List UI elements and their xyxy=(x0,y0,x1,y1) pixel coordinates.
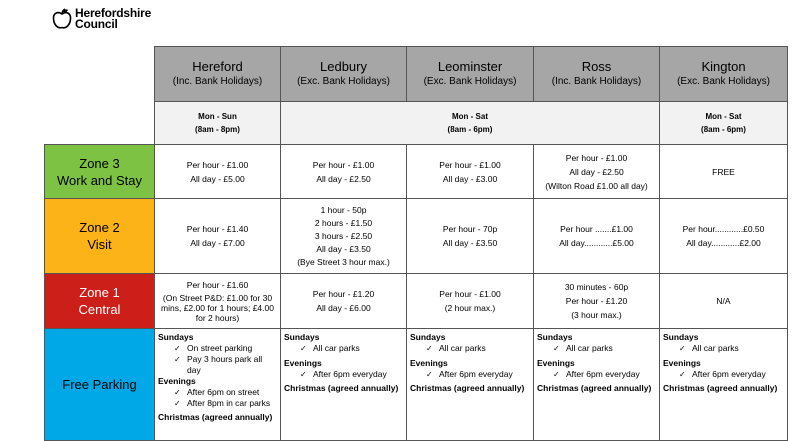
zone1-hereford xyxy=(155,274,281,329)
list-item: ✓ After 6pm on street xyxy=(174,387,278,398)
tariff-line: (Bye Street 3 hour max.) xyxy=(297,256,390,267)
zone3-kington xyxy=(660,145,788,199)
hours-text: (8am - 6pm) xyxy=(447,125,493,134)
sundays-list xyxy=(158,343,278,376)
tariff-line: 1 hour - 50p xyxy=(320,204,367,215)
zone1-row xyxy=(45,274,788,329)
days-text: Mon - Sun xyxy=(198,112,237,121)
tariff-line: 30 minutes - 60p xyxy=(564,282,629,292)
tariff-line: Per hour - £1.00 xyxy=(439,159,501,170)
tariff-line: All day............£5.00 xyxy=(559,238,634,248)
zone2-row xyxy=(45,199,788,274)
col-header-leominster xyxy=(407,47,534,102)
zone2-leominster xyxy=(407,199,534,274)
zone2-ross xyxy=(534,199,660,274)
parking-tariff-table xyxy=(44,46,788,441)
tariff-line: Per hour - £1.60 xyxy=(186,279,249,290)
sundays-list xyxy=(663,343,785,354)
sundays-heading: Sundays xyxy=(410,332,446,342)
town-name: Leominster xyxy=(437,59,503,74)
list-item: ✓ After 6pm everyday xyxy=(553,369,657,380)
tariff-line: 2 hours - £1.50 xyxy=(314,217,373,228)
free-parking-label xyxy=(45,329,155,441)
zone3-ledbury xyxy=(281,145,407,199)
tariff-line: All day - £3.00 xyxy=(442,173,498,184)
town-name: Hereford xyxy=(192,59,243,74)
tariff-line: All day - £2.50 xyxy=(569,166,624,177)
evenings-list xyxy=(537,369,657,380)
free-leominster xyxy=(407,329,534,441)
town-name: Ross xyxy=(581,59,612,74)
evenings-heading: Evenings xyxy=(663,358,701,368)
sundays-list xyxy=(537,343,657,354)
tariff-line: FREE xyxy=(712,166,735,177)
free-ledbury xyxy=(281,329,407,441)
sundays-heading: Sundays xyxy=(537,332,573,342)
free-ross xyxy=(534,329,660,441)
tariff-line: All day - £2.50 xyxy=(316,173,371,184)
days-text: Mon - Sat xyxy=(452,112,488,121)
days-hereford xyxy=(155,102,281,145)
evenings-list xyxy=(284,369,404,380)
christmas-note: Christmas (agreed annually) xyxy=(537,383,652,393)
list-item: ✓ After 8pm in car parks xyxy=(174,398,278,409)
list-item: ✓ After 6pm everyday xyxy=(426,369,531,380)
evenings-heading: Evenings xyxy=(410,358,448,368)
zone-subtitle: Work and Stay xyxy=(56,172,143,188)
col-header-ross xyxy=(534,47,660,102)
corner-cell xyxy=(45,102,155,145)
holiday-note: (Inc. Bank Holidays) xyxy=(551,76,642,87)
sundays-heading: Sundays xyxy=(158,332,194,342)
tariff-line: Per hour - £1.20 xyxy=(565,296,628,306)
sundays-heading: Sundays xyxy=(284,332,320,342)
tariff-line: (2 hour max.) xyxy=(444,303,496,313)
list-item: ✓ After 6pm everyday xyxy=(679,369,785,380)
free-parking-title: Free Parking xyxy=(62,377,137,392)
apple-logo-icon xyxy=(52,8,72,30)
evenings-list xyxy=(663,369,785,380)
tariff-line: Per hour - £1.00 xyxy=(312,159,375,170)
list-item: ✓ On street parking xyxy=(174,343,278,354)
zone-subtitle: Visit xyxy=(87,237,112,252)
tariff-line: All day - £7.00 xyxy=(190,238,245,248)
sundays-list xyxy=(284,343,404,354)
zone1-ross xyxy=(534,274,660,329)
tariff-line: (Wilton Road £1.00 all day) xyxy=(545,180,648,191)
tariff-line: All day - £6.00 xyxy=(316,303,371,313)
zone2-label xyxy=(45,199,155,274)
tariff-line: Per hour - £1.20 xyxy=(312,289,375,299)
zone3-ross xyxy=(534,145,660,199)
zone1-ledbury xyxy=(281,274,407,329)
evenings-list xyxy=(158,387,278,409)
col-header-hereford xyxy=(155,47,281,102)
zone3-leominster xyxy=(407,145,534,199)
zone-title: Zone 1 xyxy=(79,285,120,300)
tariff-line: All day - £5.00 xyxy=(190,173,245,184)
zone-title: Zone 3 xyxy=(79,155,120,171)
zone2-ledbury xyxy=(281,199,407,274)
tariff-line: Per hour - £1.00 xyxy=(565,152,628,163)
zone2-kington xyxy=(660,199,788,274)
evenings-heading: Evenings xyxy=(158,376,196,386)
zone2-hereford xyxy=(155,199,281,274)
zone3-label xyxy=(45,145,155,199)
town-name: Ledbury xyxy=(320,59,367,74)
col-header-ledbury xyxy=(281,47,407,102)
tariff-line: All day............£2.00 xyxy=(686,238,761,248)
sundays-list xyxy=(410,343,531,354)
list-item: ✓ All car parks xyxy=(300,343,404,354)
logo-line-1: Herefordshire xyxy=(75,6,152,20)
council-logo xyxy=(52,8,151,30)
days-text: Mon - Sat xyxy=(705,112,742,121)
evenings-heading: Evenings xyxy=(537,358,575,368)
tariff-line: Per hour - 70p xyxy=(442,224,498,234)
christmas-note: Christmas (agreed annually) xyxy=(410,383,525,393)
list-item: ✓ All car parks xyxy=(679,343,785,354)
tariff-line: Per hour .......£1.00 xyxy=(560,224,633,234)
tariff-line: Per hour - £1.00 xyxy=(186,159,249,170)
tariff-line: (On Street P&D: £1.00 for 30 mins, £2.00 for 1 hours; £4.00 for 2 hours) xyxy=(161,292,274,323)
tariff-line: Per hour............£0.50 xyxy=(682,224,765,234)
holiday-note: (Exc. Bank Holidays) xyxy=(423,76,517,87)
hours-text: (8am - 8pm) xyxy=(195,125,240,134)
days-middle xyxy=(281,102,660,145)
evenings-list xyxy=(410,369,531,380)
zone-title: Zone 2 xyxy=(79,220,120,235)
days-kington xyxy=(660,102,788,145)
list-item: ✓ After 6pm everyday xyxy=(300,369,404,380)
christmas-note: Christmas (agreed annually) xyxy=(158,412,273,422)
tariff-line: 3 hours - £2.50 xyxy=(314,230,373,241)
zone-subtitle: Central xyxy=(78,302,121,317)
holiday-note: (Exc. Bank Holidays) xyxy=(297,76,390,87)
zone3-row xyxy=(45,145,788,199)
hours-text: (8am - 6pm) xyxy=(701,125,746,134)
list-item: ✓ Pay 3 hours park all day xyxy=(174,354,278,376)
logo-line-2: Council xyxy=(75,17,118,31)
zone1-leominster xyxy=(407,274,534,329)
col-header-kington xyxy=(660,47,788,102)
tariff-line: (3 hour max.) xyxy=(571,310,622,320)
tariff-line: Per hour - £1.40 xyxy=(186,224,249,234)
zone1-kington xyxy=(660,274,788,329)
sundays-heading: Sundays xyxy=(663,332,699,342)
tariff-line: All day - £3.50 xyxy=(442,238,498,248)
days-row xyxy=(45,102,788,145)
christmas-note: Christmas (agreed annually) xyxy=(284,383,399,393)
holiday-note: (Exc. Bank Holidays) xyxy=(677,76,770,87)
header-row xyxy=(45,47,788,102)
evenings-heading: Evenings xyxy=(284,358,322,368)
tariff-line: All day - £3.50 xyxy=(316,243,371,254)
zone1-label xyxy=(45,274,155,329)
holiday-note: (Inc. Bank Holidays) xyxy=(172,76,263,87)
free-hereford xyxy=(155,329,281,441)
free-parking-row xyxy=(45,329,788,441)
free-kington xyxy=(660,329,788,441)
zone3-hereford xyxy=(155,145,281,199)
corner-cell xyxy=(45,47,155,102)
christmas-note: Christmas (agreed annually) xyxy=(663,383,778,393)
list-item: ✓ All car parks xyxy=(553,343,657,354)
town-name: Kington xyxy=(701,59,746,74)
tariff-line: Per hour - £1.00 xyxy=(439,289,501,299)
list-item: ✓ All car parks xyxy=(426,343,531,354)
tariff-line: N/A xyxy=(716,296,731,306)
